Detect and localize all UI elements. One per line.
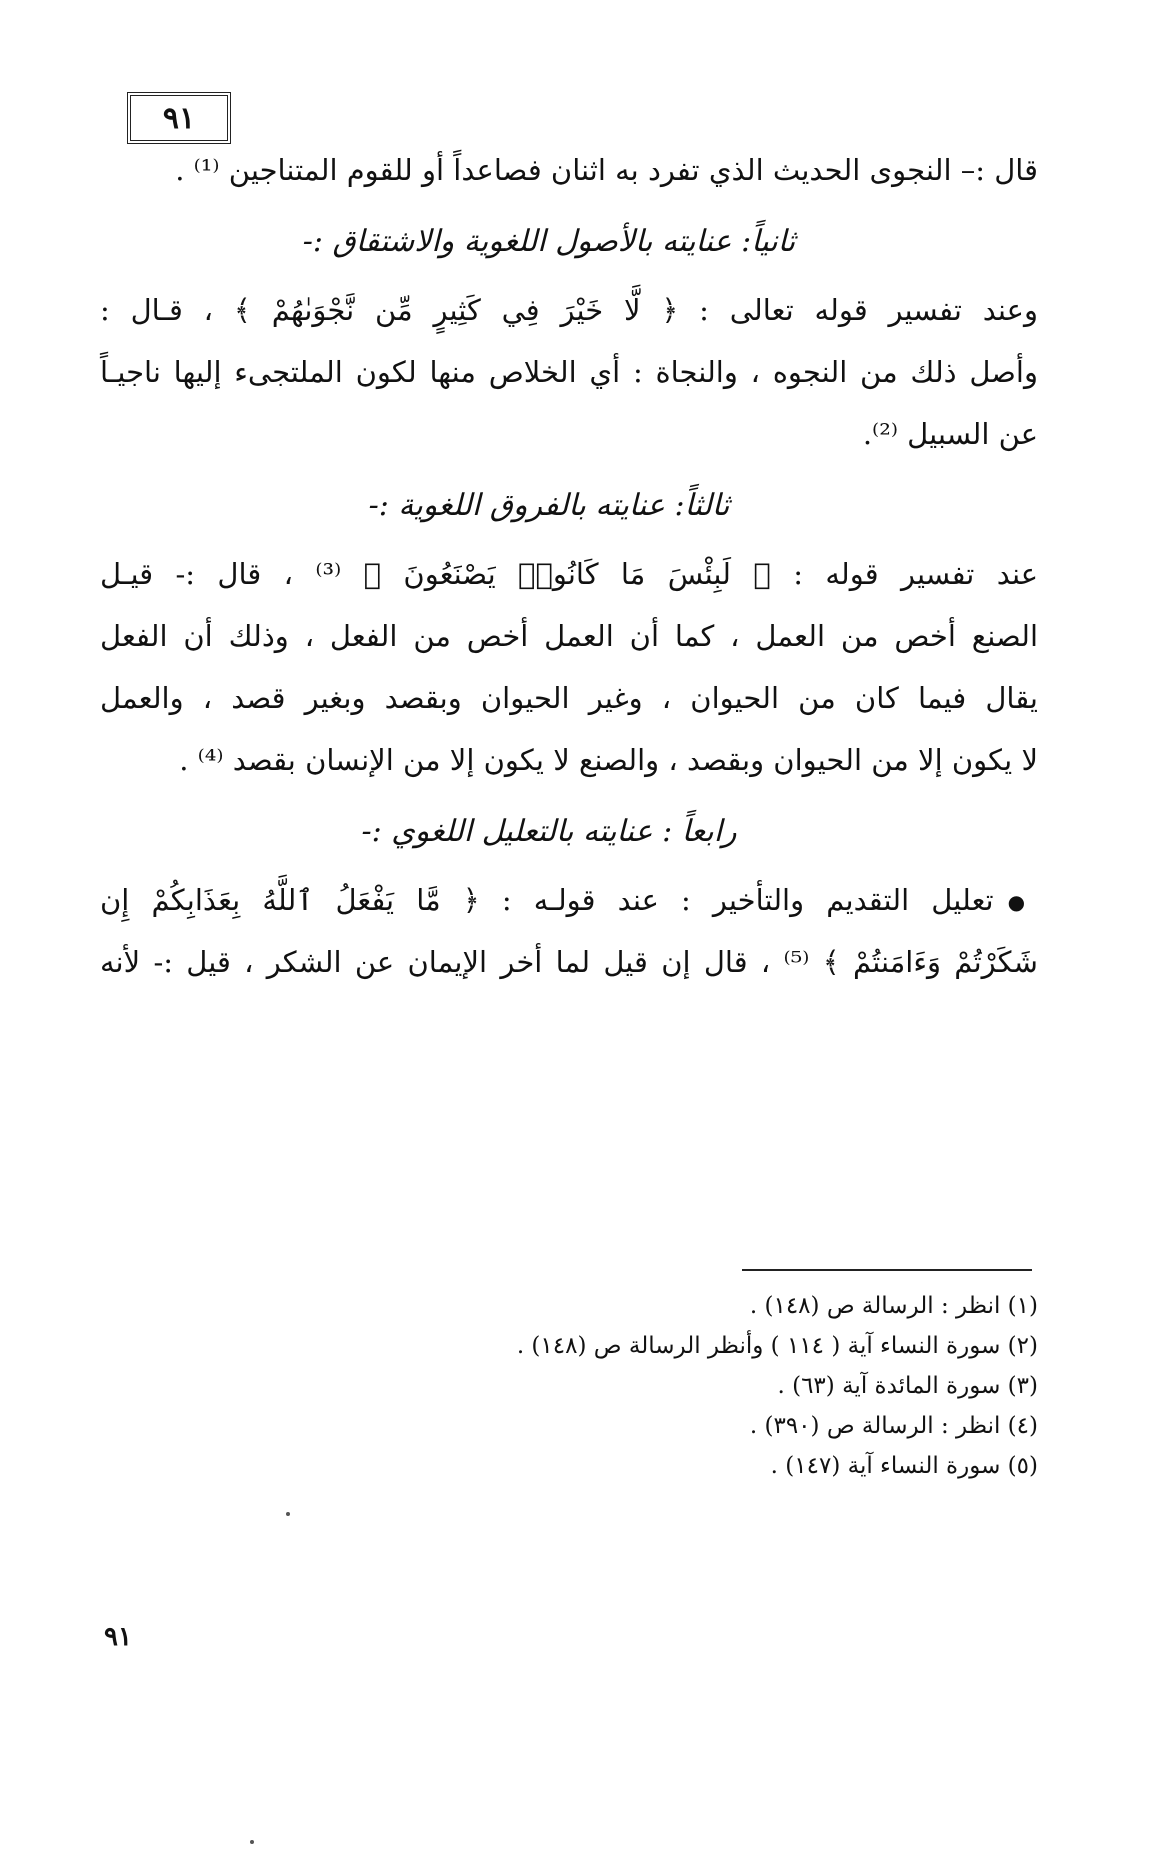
footnote-3: (٣) سورة المائدة آية (٦٣) . [777,1373,1038,1399]
paragraph-4-line-1 [100,880,1038,922]
paragraph-2-line-1: وعند تفسير قوله تعالى : ﴿ لَّا خَيْرَ فِي كَثِيرٍ مِّن نَّجْوَىٰهُمْ ﴾ ، قـال : [100,293,1038,327]
page-number-box-text: ٩١ [162,100,196,136]
footnote-1: (١) انظر : الرسالة ص (١٤٨) . [749,1293,1038,1319]
bullet-icon: ● [1007,890,1038,914]
section-heading-3-text: ثالثاً: عنايته بالفروق اللغوية :- [368,488,730,523]
paragraph-3-line-4: لا يكون إلا من الحيوان وبقصد ، والصنع لا يكون إلا من الإنسان بقصد ⁽⁴⁾ . [179,743,1038,777]
footer-page-number: ٩١ [104,1622,132,1652]
footnote-2: (٢) سورة النساء آية ( ١١٤ ) وأنظر الرسالة ص (١٤٨) . [516,1333,1038,1359]
paragraph-4-line-2: شَكَرْتُمْ وَءَامَنتُمْ ﴾ ⁽⁵⁾ ، قال إن قيل لما أخر الإيمان عن الشكر ، قيل :- لأنه [100,945,1038,979]
paragraph-3-line-3: يقال فيما كان من الحيوان ، وغير الحيوان وبقصد وبغير قصد ، والعمل [100,681,1038,715]
paragraph-2-line-3: عن السبيل ⁽²⁾. [862,417,1038,451]
paragraph-2-line-2: وأصل ذلك من النجوه ، والنجاة : أي الخلاص منها لكون الملتجىء إليها ناجيـاً [100,355,1038,389]
scan-speck [250,1840,254,1844]
paragraph-4-line-1-text: تعليل التقديم والتأخير : عند قولـه : ﴿ مَّا يَفْعَلُ ٱللَّهُ بِعَذَابِكُمْ إِن [100,883,994,917]
section-heading-2 [0,222,1158,262]
footnote-4: (٤) انظر : الرسالة ص (٣٩٠) . [749,1413,1038,1439]
section-heading-3 [0,486,1158,526]
page-number-box [127,92,231,144]
paragraph-3-line-1: عند تفسير قوله : ﴿ لَبِئْسَ مَا كَانُوا۟ يَصْنَعُونَ ﴾ ⁽³⁾ ، قال :- قيـل [100,557,1038,591]
section-heading-2-text: ثانياً: عنايته بالأصول اللغوية والاشتقاق :- [302,224,796,259]
section-heading-4 [0,812,1158,852]
text-line-1: قال :– النجوى الحديث الذي تفرد به اثنان فصاعداً أو للقوم المتناجين ⁽¹⁾ . [175,153,1038,187]
section-heading-4-text: رابعاً : عنايته بالتعليل اللغوي :- [361,814,737,849]
footnote-5: (٥) سورة النساء آية (١٤٧) . [770,1453,1038,1479]
scan-speck [286,1512,290,1516]
paragraph-3-line-2: الصنع أخص من العمل ، كما أن العمل أخص من الفعل ، وذلك أن الفعل [100,619,1038,653]
footnote-separator [742,1269,1032,1271]
